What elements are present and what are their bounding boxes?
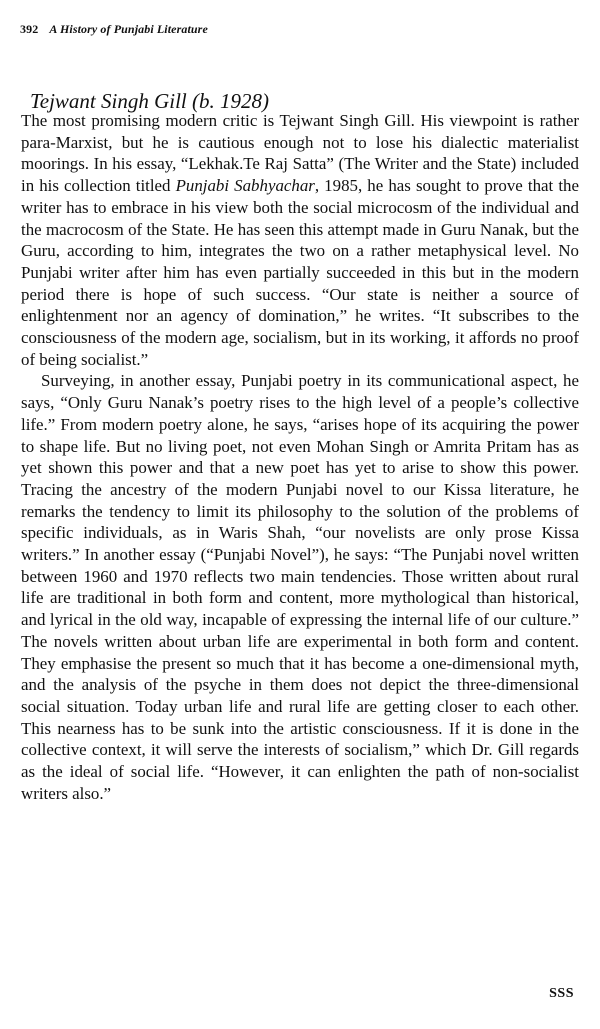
running-head — [20, 22, 208, 37]
collection-title: Punjabi Sabhyachar — [175, 176, 315, 196]
paragraph-1 — [21, 110, 579, 370]
page-number: 392 — [20, 22, 39, 36]
signature-mark: SSS — [549, 986, 574, 1001]
body-text — [21, 110, 579, 805]
book-title: A History of Punjabi Literature — [49, 22, 208, 36]
section-heading: Tejwant Singh Gill (b. 1928) — [30, 89, 269, 114]
paragraph-2: Surveying, in another essay, Punjabi poetry in its communicational aspect, he says, “Only Guru Nanak’s poetry rises to the high level of a people’s collective life.” From modern poetry alone, he says, “arises hope of its acquiring the power to shape life. But no living poet, not even Mohan Singh or Amrita Pritam has as yet shown this power and that a new poet has yet to arise to show this power. Tracing the ancestry of the modern Punjabi novel to our Kissa literature, he remarks the tendency to limit its philosophy to the solution of the problems of specific individuals, as in Waris Shah, “our novelists are only prose Kissa writers.” In another essay (“Punjabi Novel”), he says: “The Punjabi novel written between 1960 and 1970 reflects two main tendencies. Those written about rural life are traditional in both form and content, more mythological than historical, and lyrical in the old way, incapable of expressing the internal life of our culture.” The novels written about urban life are experimental in both form and content. They emphasise the present so much that it has become a one-dimensional myth, and the analysis of the psyche in them does not depict the three-dimensional social situation. Today urban life and rural life are getting closer to each other. This nearness has to be sunk into the artistic consciousness. If it is done in the collective context, it will serve the interests of socialism,” which Dr. Gill regards as the ideal of social life. “However, it can enlighten the path of non-socialist writers also.” — [21, 371, 579, 803]
paragraph-1-part-2: , 1985, he has sought to prove that the writer has to embrace in his view both the social microcosm of the individual and the macrocosm of the State. He has seen this attempt made in Guru Nanak, but the Guru, according to him, integrates the two on a rather metaphysical level. No Punjabi writer after him has even partially succeeded in this but in the modern period there is hope of such success. “Our state is neither a source of enlightenment nor an agency of domination,” he writes. “It subscribes to the consciousness of the modern age, socialism, but in its working, it affords no proof of being socialist.” — [21, 176, 579, 369]
paragraph-1-part-1: The most promising modern critic is Tejwant Singh Gill. His viewpoint is rather para-Marxist, but he is cautious enough not to lose his dialectic materialist moorings. In his essay, “Lekhak.Te Raj Satta” (The Writer and the State) included in his collection titled — [21, 111, 579, 196]
